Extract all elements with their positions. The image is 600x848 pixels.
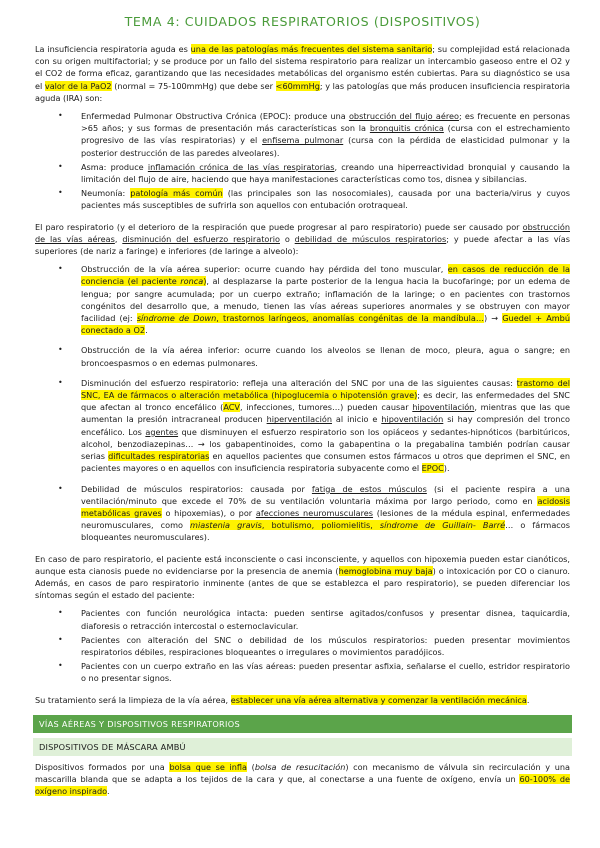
text: ) → (484, 313, 503, 324)
list-item-epoc (81, 110, 570, 159)
underlined-text: hiperventilación (266, 414, 332, 425)
highlight: Guedel + Ambú conectado a O2 (81, 313, 570, 336)
text: ; su complejidad está relacionada con su origen multifactorial; y se produce por un fallo del sistema respiratorio para realizar un intercambio gaseoso entre el O2 y el CO2 de forma eficaz, garantizando que las necesidades metabólicas del organismo estén cubiertas. Para su diagnóstico se usa el (35, 44, 570, 91)
list-item: • Pacientes con función neurológica intacta: pueden sentirse agitados/confusos y presentar disnea, taquicardia, diaforesis o retracción intercostal o esternoclavicular. (81, 607, 570, 631)
list-item-obstruccion-superior (81, 263, 570, 336)
text: (las principales son las nosocomiales), causada por una bacteria/virus y cuyos pacientes más susceptibles de sufrirla son aquellos con entubación orotraqueal. (81, 188, 570, 211)
highlight: ACV (223, 402, 240, 413)
section-heading: VÍAS AÉREAS Y DISPOSITIVOS RESPIRATORIOS (33, 715, 572, 733)
highlight: establecer una vía aérea alternativa y comenzar la ventilación mecánica (230, 694, 527, 705)
text: ) (203, 276, 207, 287)
italic-text: ronca (180, 276, 204, 287)
highlight: valor de la PaO2 (44, 80, 112, 91)
highlight: hemoglobina muy baja (338, 565, 433, 576)
text: En caso de paro respiratorio, el paciente está inconsciente o casi inconsciente, y aquellos con hipoxemia pueden estar cianóticos, aunque esta cianosis puede no evidenciarse por la presencia de anemia ( (35, 553, 570, 576)
text: ; es decir, las enfermedades del SNC que afectan al tronco encefálico ( (81, 390, 570, 413)
text: ; es frecuente en personas >65 años; y sus formas de presentación más características son la (81, 111, 570, 134)
subsection-heading: DISPOSITIVOS DE MÁSCARA AMBÚ (33, 738, 572, 756)
highlight: EPOC (421, 463, 444, 474)
causes-list (35, 263, 570, 543)
list-item: • Pacientes con alteración del SNC o debilidad de los músculos respiratorios: pueden presentar movimientos respiratorios débiles, respiraciones bloqueantes o irregulares o movimientos paradójicos. (81, 634, 570, 658)
underlined-text: hipoventilación (381, 414, 444, 425)
text: o hipoxemias), o por (161, 507, 256, 518)
text: o (279, 233, 295, 244)
text: Debilidad de músculos respiratorios: causada por (81, 483, 312, 494)
highlight: patología más común (130, 188, 223, 199)
text: Su tratamiento será la limpieza de la vía aérea, (35, 694, 231, 705)
highlight (190, 520, 505, 530)
text: Enfermedad Pulmonar Obstructiva Crónica (EPOC): produce una (81, 111, 349, 122)
text: ). (443, 463, 450, 474)
underlined-text: obstrucción de las vías aéreas (35, 221, 570, 244)
text: El paro respiratorio (y el deterioro de la respiración que puede progresar al paro respiratorio) puede ser causado por (35, 221, 523, 232)
highlight: <60mmHg (275, 80, 320, 91)
underlined-text: fatiga de estos músculos (311, 483, 427, 494)
text: … o fármacos bloqueantes neuromusculares). (81, 520, 570, 543)
text: Dispositivos formados por una (35, 761, 170, 772)
underlined-text: inflamación crónica de las vías respiratorias (147, 161, 335, 172)
text: ; y puede afectar a las vías superiores (de nariz a faringe) e inferiores (de laringe a alveolo): (35, 233, 570, 257)
italic-text: síndrome de Guillain- Barré (379, 520, 506, 531)
text: , botulismo, poliomielitis, (261, 520, 380, 531)
text: . (526, 694, 530, 705)
text: . (145, 325, 148, 336)
text: en casos de reducción de la conciencia (el paciente (81, 264, 570, 287)
ambu-paragraph (35, 761, 570, 798)
text: si hay compresión del tronco encefálico. Los (81, 414, 570, 437)
list-item-neumonia (81, 187, 570, 211)
cianosis-paragraph (35, 553, 570, 602)
italic-text: miastenia gravis (190, 520, 262, 531)
underlined-text: disminución del esfuerzo respiratorio (122, 233, 280, 244)
italic-text: síndrome de Down (136, 313, 217, 324)
text: (lesiones de la médula espinal, enfermedades neuromusculares, como (81, 507, 570, 531)
highlight: bolsa que se infla (169, 761, 248, 772)
highlight: trastorno del SNC, EA de fármacos o alteración metabólica (hipoglucemia o hipotensión grave) (81, 377, 570, 401)
list-item-debilidad-musculos (81, 483, 570, 544)
underlined-text: bronquitis crónica (369, 123, 444, 134)
text: en aquellos pacientes que consumen estos fármacos u otros que deprimen el SNC, en pacientes mayores o en aquellos con insuficiencia respiratoria subyacente como el (81, 451, 571, 474)
text: (si el paciente respira a una ventilación/minuto que excede el 70% de su ventilación voluntaria máxima por largo periodo, como en (81, 483, 570, 506)
underlined-text: hipoventilación (412, 402, 475, 413)
text: Asma: produce (81, 161, 148, 172)
highlight: acidosis metabólicas graves (81, 495, 570, 518)
underlined-text: obstrucción del flujo aéreo (348, 111, 459, 122)
italic-text: bolsa de resucitación (254, 761, 346, 772)
underlined-text: enfisema pulmonar (262, 135, 344, 146)
list-item-esfuerzo-respiratorio (81, 377, 570, 475)
text: ) con mecanismo de válvula sin recirculación y una mascarilla blanda que se adapta a los tejidos de la cara y que, al conectarse a una fuente de oxígeno, envía un (35, 761, 571, 784)
text: al inicio e (331, 414, 382, 425)
text: (cursa con el estrechamiento progresivo de las vías respiratorias) y el (81, 123, 570, 146)
text: Disminución del esfuerzo respiratorio: refleja una alteración del SNC por una de las siguientes causas: (81, 377, 517, 388)
text: , infecciones, tumores…) pueden causar (239, 402, 413, 413)
text: (normal = 75-100mmHg) que debe ser (111, 80, 276, 91)
underlined-text: agentes (145, 426, 179, 437)
text: ) o intoxicación por CO o cianuro. Además, en casos de paro respiratorio inminente (antes de que se establezca el paro respiratorio), se pueden diferenciar los síntomas según el estado del paciente: (35, 565, 571, 601)
list-item: • Pacientes con un cuerpo extraño en las vías aéreas: pueden presentar asfixia, señalarse el cuello, estridor respiratorio o no presentar signos. (81, 660, 570, 684)
text: Neumonía: (81, 188, 131, 199)
text: ; y las patologías que más producen insuficiencia respiratoria aguda (IRA) son: (35, 80, 571, 103)
paro-paragraph (35, 221, 570, 258)
text: La insuficiencia respiratoria aguda es (35, 44, 191, 54)
highlight (137, 313, 484, 323)
text: , trastornos laríngeos, anomalías congénitas de la mandíbula… (216, 313, 484, 324)
text: (cursa con la pérdida de elasticidad pulmonar y la posterior destrucción de las paredes alveolares). (81, 135, 570, 158)
text: , mientras que las que aumentan la presión intracraneal producen (81, 402, 571, 425)
list-item-obstruccion-inferior (81, 344, 570, 368)
underlined-text: afecciones neuromusculares (255, 507, 374, 518)
pathology-list (35, 110, 570, 212)
symptoms-list (35, 607, 570, 684)
page-title: TEMA 4: CUIDADOS RESPIRATORIOS (DISPOSITIVOS) (124, 14, 481, 29)
text: . (107, 786, 110, 797)
text: Obstrucción de la vía aérea inferior: ocurre cuando los alveolos se llenan de moco, pleura, agua o sangre; en broncoespasmos o en edemas pulmonares. (81, 345, 570, 368)
text: Obstrucción de la vía aérea superior: ocurre cuando hay pérdida del tono muscular, (81, 264, 448, 275)
underlined-text: debilidad de músculos respiratorios (294, 233, 447, 244)
text: ( (247, 761, 255, 772)
text: , creando una hiperreactividad bronquial y causando la limitación del flujo de aire, haciendo que haya manifestaciones características como tos, disnea y sibilancias. (81, 161, 570, 185)
highlight: dificultades respiratorias (108, 451, 210, 462)
tratamiento-paragraph (35, 694, 570, 706)
highlight: 60-100% de oxígeno inspirado (35, 773, 570, 797)
text: , (114, 233, 123, 244)
intro-paragraph (35, 43, 570, 104)
list-item-asma (81, 161, 570, 185)
highlight: una de las patologías más frecuentes del sistema sanitario (190, 44, 433, 54)
text: , al desplazarse la parte posterior de la lengua hacia la bucofaringe; por un edema de lengua; por sangre acumulada; por un cuerpo extraño; inflamación de la laringe; o en pacientes con trastornos congénitos del desarrollo que, a menudo, tienen las vías aéreas superiores anormales y se obstruyen con mayor facilidad (ej: (81, 276, 570, 324)
text: que disminuyen el esfuerzo respiratorio son los opiáceos y sedantes-hipnóticos (barbitúricos, alcohol, benzodiazepinas… → los gabapentinoides, como la gabapentina o la pregabalina también podrían causar serias (81, 426, 570, 462)
